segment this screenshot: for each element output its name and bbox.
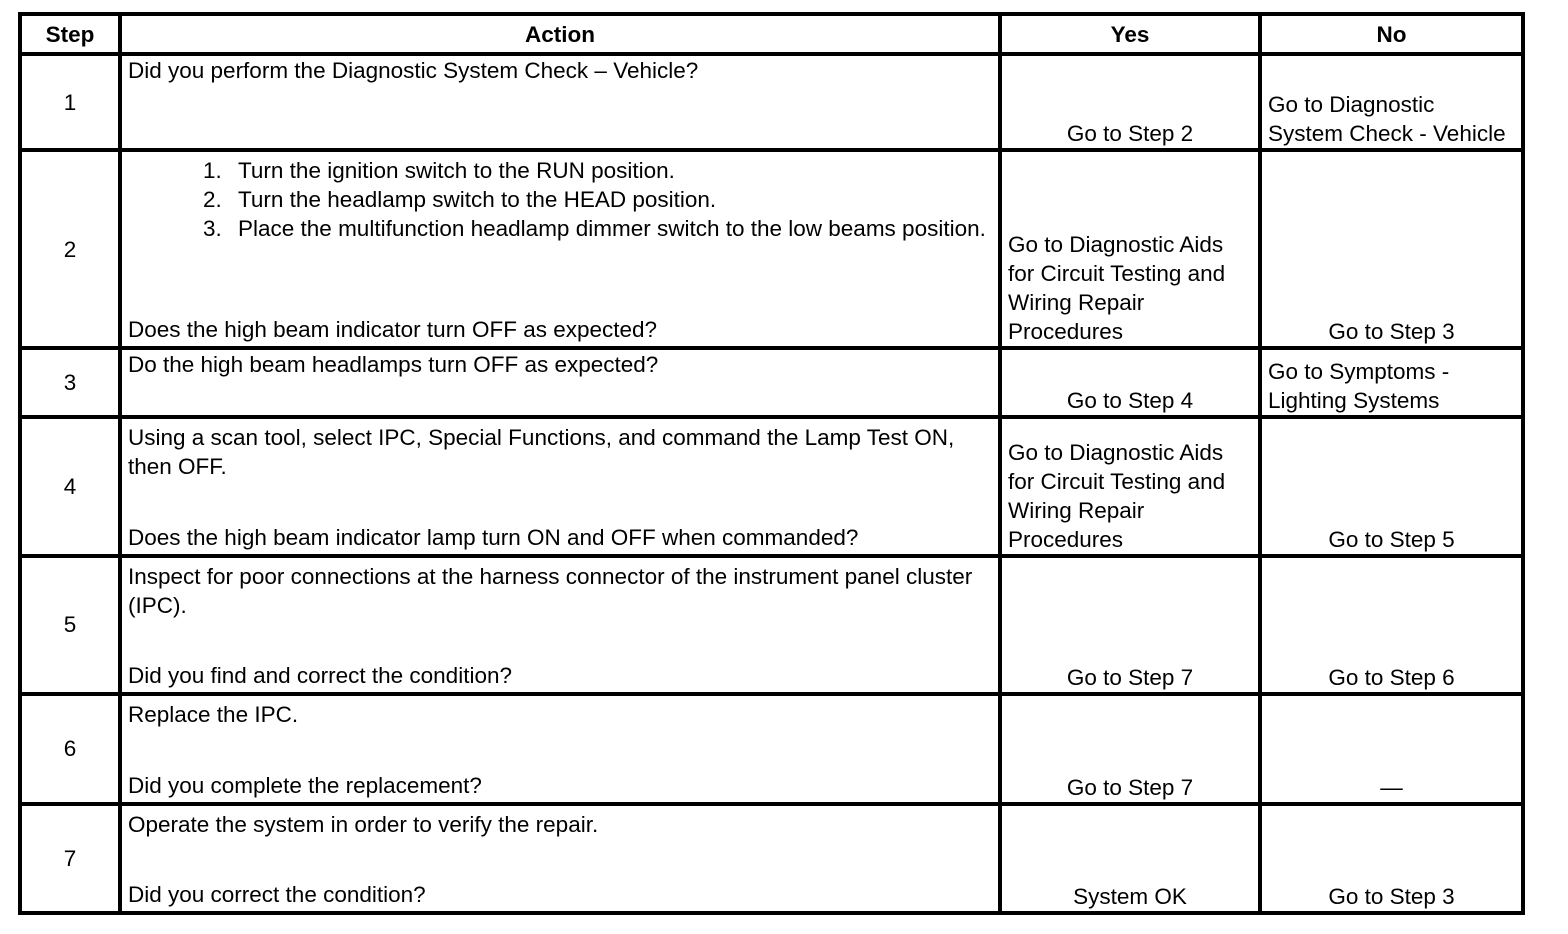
action-question: Did you find and correct the condition? (128, 663, 512, 689)
no-cell: Go to Step 6 (1260, 556, 1523, 694)
action-cell (120, 694, 1000, 803)
action-text: Replace the IPC. (128, 702, 299, 728)
no-cell: Go to Diagnostic System Check - Vehicle (1260, 54, 1523, 150)
action-cell (120, 54, 1000, 150)
step-number: 3 (20, 348, 120, 417)
action-question: Does the high beam indicator lamp turn ON and OFF when commanded? (128, 524, 859, 550)
step-number: 4 (20, 417, 120, 555)
table-row (20, 556, 1523, 694)
no-cell: Go to Symptoms - Lighting Systems (1260, 348, 1523, 417)
no-cell: Go to Step 3 (1260, 150, 1523, 348)
header-no: No (1260, 14, 1523, 54)
table-row (20, 417, 1523, 555)
table-row (20, 804, 1523, 913)
action-text: Using a scan tool, select IPC, Special Functions, and command the Lamp Test ON, then OFF. (128, 425, 955, 480)
action-cell (120, 556, 1000, 694)
action-cell (120, 804, 1000, 913)
yes-cell: Go to Step 2 (1000, 54, 1260, 150)
action-question: Does the high beam indicator turn OFF as expected? (128, 317, 658, 343)
step-number: 6 (20, 694, 120, 803)
action-question: Do the high beam headlamps turn OFF as expected? (128, 352, 659, 378)
yes-cell: Go to Step 7 (1000, 556, 1260, 694)
header-yes: Yes (1000, 14, 1260, 54)
no-cell: Go to Step 5 (1260, 417, 1523, 555)
header-action: Action (120, 14, 1000, 54)
yes-cell: Go to Diagnostic Aids for Circuit Testing and Wiring Repair Procedures (1000, 417, 1260, 555)
table-row (20, 150, 1523, 348)
step-number: 2 (20, 150, 120, 348)
step-number: 5 (20, 556, 120, 694)
action-question: Did you perform the Diagnostic System Check – Vehicle? (128, 58, 699, 83)
diagnostic-table (18, 12, 1525, 915)
action-step-item: 1. Turn the ignition switch to the RUN position. (228, 156, 992, 185)
action-step-item: 3. Place the multifunction headlamp dimmer switch to the low beams position. (228, 214, 992, 243)
table-row (20, 694, 1523, 803)
table-row (20, 348, 1523, 417)
action-question: Did you complete the replacement? (128, 772, 482, 798)
table-row (20, 54, 1523, 150)
header-row (20, 14, 1523, 54)
step-number: 7 (20, 804, 120, 913)
yes-cell: System OK (1000, 804, 1260, 913)
yes-cell: Go to Step 4 (1000, 348, 1260, 417)
yes-cell: Go to Diagnostic Aids for Circuit Testing and Wiring Repair Procedures (1000, 150, 1260, 348)
action-steps-list (128, 156, 992, 243)
action-cell (120, 150, 1000, 348)
no-cell: Go to Step 3 (1260, 804, 1523, 913)
action-cell (120, 348, 1000, 417)
action-text: Inspect for poor connections at the harness connector of the instrument panel cluster (IPC). (128, 563, 973, 618)
step-number: 1 (20, 54, 120, 150)
action-question: Did you correct the condition? (128, 882, 426, 907)
yes-cell: Go to Step 7 (1000, 694, 1260, 803)
action-step-item: 2. Turn the headlamp switch to the HEAD position. (228, 185, 992, 214)
header-step: Step (20, 14, 120, 54)
action-cell (120, 417, 1000, 555)
action-text: Operate the system in order to verify the repair. (128, 811, 599, 837)
no-cell: — (1260, 694, 1523, 803)
